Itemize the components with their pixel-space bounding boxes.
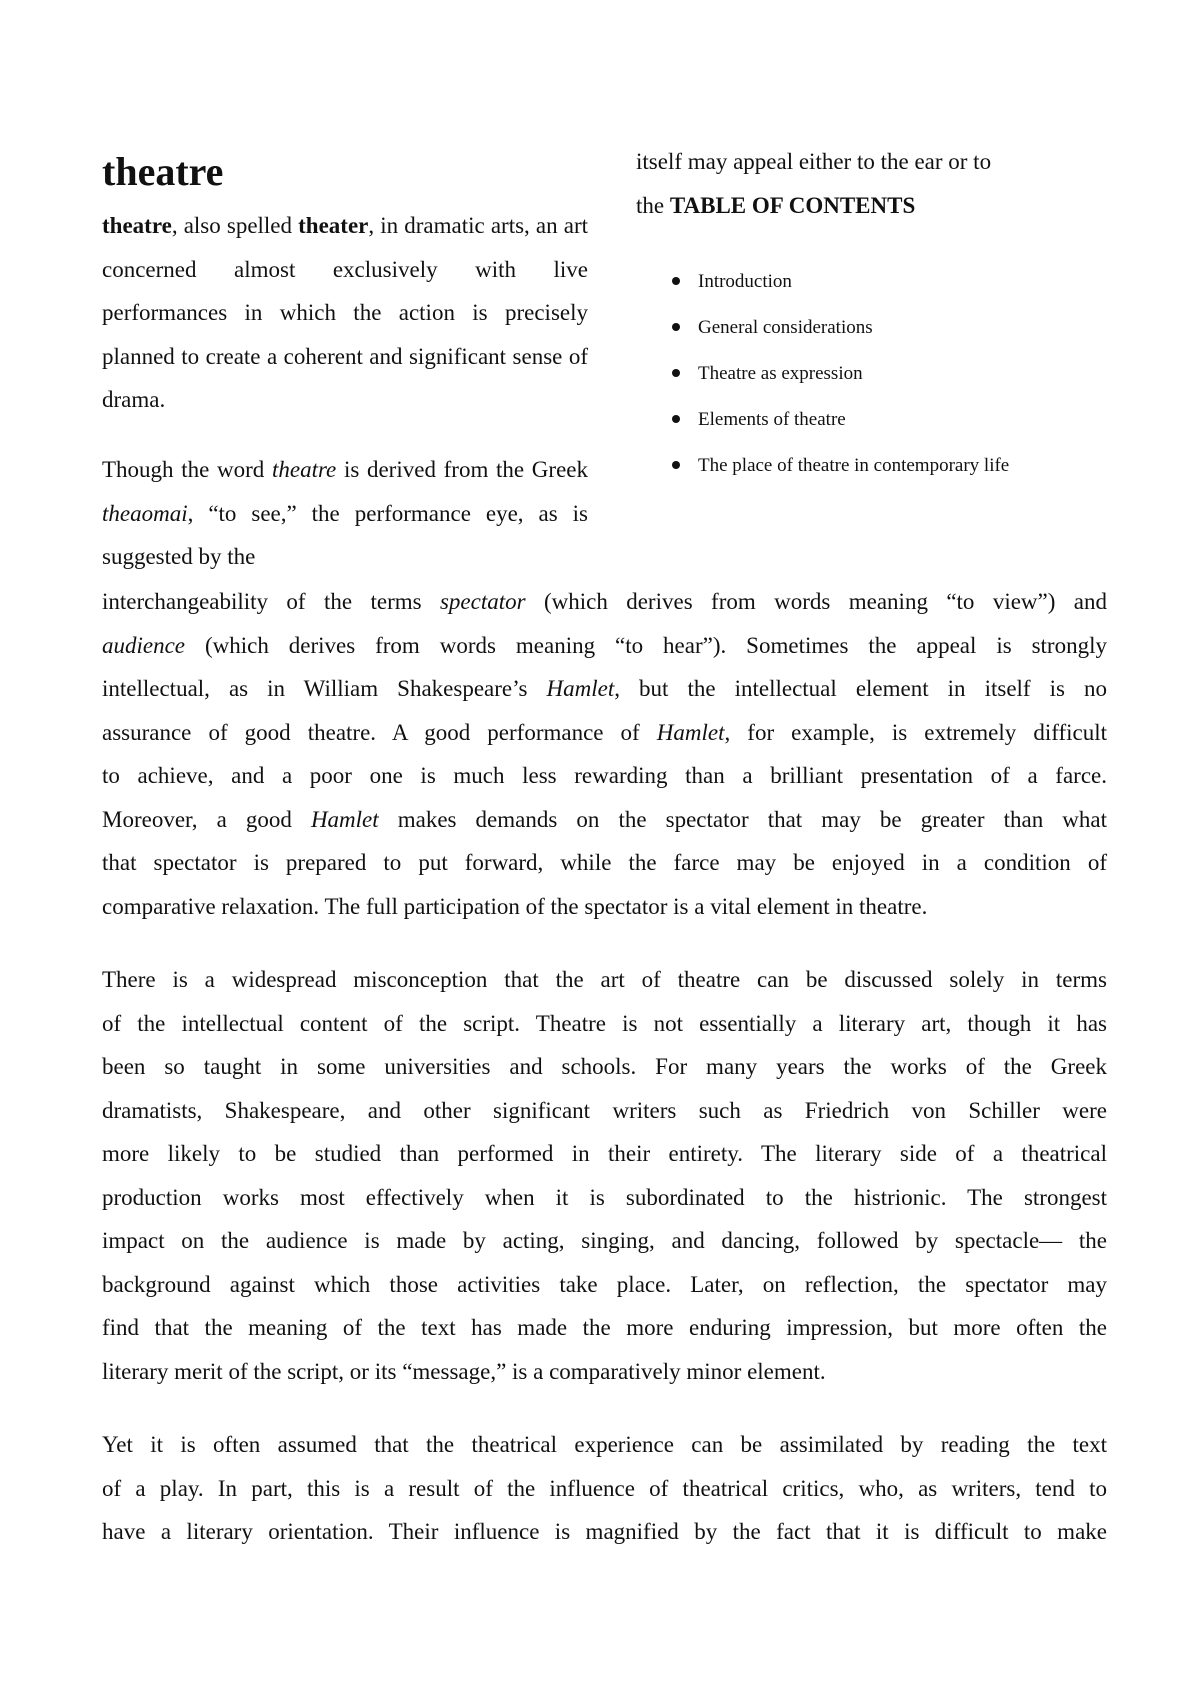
p3-line: production works most effectively when it is subordinated to the histrionic. The strongest xyxy=(102,1184,1107,1210)
article-title: theatre xyxy=(102,149,224,194)
p2c-line-6: Moreover, a good Hamlet makes demands on the spectator that may be greater than what xyxy=(102,806,1107,832)
paragraph-four xyxy=(102,1423,1107,1554)
p4-line: have a literary orientation. Their influence is magnified by the fact that it is difficult to make xyxy=(102,1519,1107,1544)
p2c-line-7: that spectator is prepared to put forward, while the farce may be enjoyed in a condition of xyxy=(102,850,1107,875)
intro-text-2: , in dramatic arts, an art concerned almost exclusively with live performances in which the action is precisely planned to create a coherent and significant sense of drama. xyxy=(102,213,588,412)
right-col-continuation: itself may appeal either to the ear or to xyxy=(636,149,992,174)
p3-line: background against which those activities take place. Later, on reflection, the spectator may xyxy=(102,1271,1107,1297)
p2-text-2: is derived from the Greek xyxy=(336,457,588,482)
bullet-icon xyxy=(672,461,680,469)
toc-item-introduction[interactable]: Introduction xyxy=(636,268,1056,295)
p2-text-1: Though the word xyxy=(102,457,272,482)
p4-line: of a play. In part, this is a result of the influence of theatrical critics, who, as writers, tend to xyxy=(102,1475,1107,1501)
p2c-line-8: comparative relaxation. The full participation of the spectator is a vital element in theatre. xyxy=(102,893,928,919)
p3-line: dramatists, Shakespeare, and other significant writers such as Friedrich von Schiller were xyxy=(102,1097,1107,1123)
bullet-icon xyxy=(672,277,680,285)
p3-line: literary merit of the script, or its “message,” is a comparatively minor element. xyxy=(102,1358,826,1384)
italic-hamlet: Hamlet xyxy=(656,719,725,745)
p2c-line-3: intellectual, as in William Shakespeare’s Hamlet, but the intellectual element in itself is no xyxy=(102,676,1108,701)
p4-line: Yet it is often assumed that the theatrical experience can be assimilated by reading the text xyxy=(102,1432,1107,1457)
p2c-line-1: interchangeability of the terms spectator (which derives from words meaning “to view”) and xyxy=(102,589,1107,614)
toc-item-place-of-theatre[interactable]: The place of theatre in contemporary life xyxy=(636,452,1056,479)
p3-line: of the intellectual content of the script. Theatre is not essentially a literary art, though it has xyxy=(102,1010,1107,1036)
intro-text-1: , also spelled xyxy=(171,213,299,238)
bullet-icon xyxy=(672,369,680,377)
italic-spectator: spectator xyxy=(439,589,526,614)
p2c-line-4: assurance of good theatre. A good performance of Hamlet, for example, is extremely difficult xyxy=(102,719,1107,745)
p3-line: find that the meaning of the text has made the more enduring impression, but more often the xyxy=(102,1315,1107,1340)
p3-line: more likely to be studied than performed in their entirety. The literary side of a theatrical xyxy=(102,1141,1107,1166)
paragraph-two-start xyxy=(102,448,588,579)
paragraph-three xyxy=(102,958,1107,1393)
toc-item-elements-of-theatre[interactable]: Elements of theatre xyxy=(636,406,1056,433)
toc-item-general-considerations[interactable]: General considerations xyxy=(636,314,1056,341)
bullet-icon xyxy=(672,323,680,331)
toc-list xyxy=(636,268,1056,498)
p2-text-3: , “to see,” the performance eye, as is suggested by the xyxy=(102,500,588,569)
italic-hamlet: Hamlet xyxy=(546,676,615,701)
p3-line: impact on the audience is made by acting, singing, and dancing, followed by spectacle— the xyxy=(102,1228,1107,1253)
p2-italic-theatre: theatre xyxy=(271,457,337,482)
intro-paragraph xyxy=(102,204,588,422)
term-theater: theater xyxy=(298,213,369,238)
p2c-line-2: audience (which derives from words meaning “to hear”). Sometimes the appeal is strongly xyxy=(102,632,1107,658)
p2c-line-5: to achieve, and a poor one is much less rewarding than a brilliant presentation of a farce. xyxy=(102,763,1107,788)
italic-audience: audience xyxy=(102,632,186,658)
italic-hamlet: Hamlet xyxy=(310,806,379,832)
right-column-text xyxy=(636,140,1106,227)
toc-heading: TABLE OF CONTENTS xyxy=(669,192,916,218)
term-theatre: theatre xyxy=(102,213,172,238)
p3-line: been so taught in some universities and schools. For many years the works of the Greek xyxy=(102,1054,1107,1079)
p3-line: There is a widespread misconception that the art of theatre can be discussed solely in terms xyxy=(102,967,1107,992)
toc-item-theatre-as-expression[interactable]: Theatre as expression xyxy=(636,360,1056,387)
p2-italic-theaomai: theaomai xyxy=(102,500,188,526)
paragraph-two-continued xyxy=(102,580,1107,928)
right-col-prefix: the xyxy=(636,192,670,218)
bullet-icon xyxy=(672,415,680,423)
